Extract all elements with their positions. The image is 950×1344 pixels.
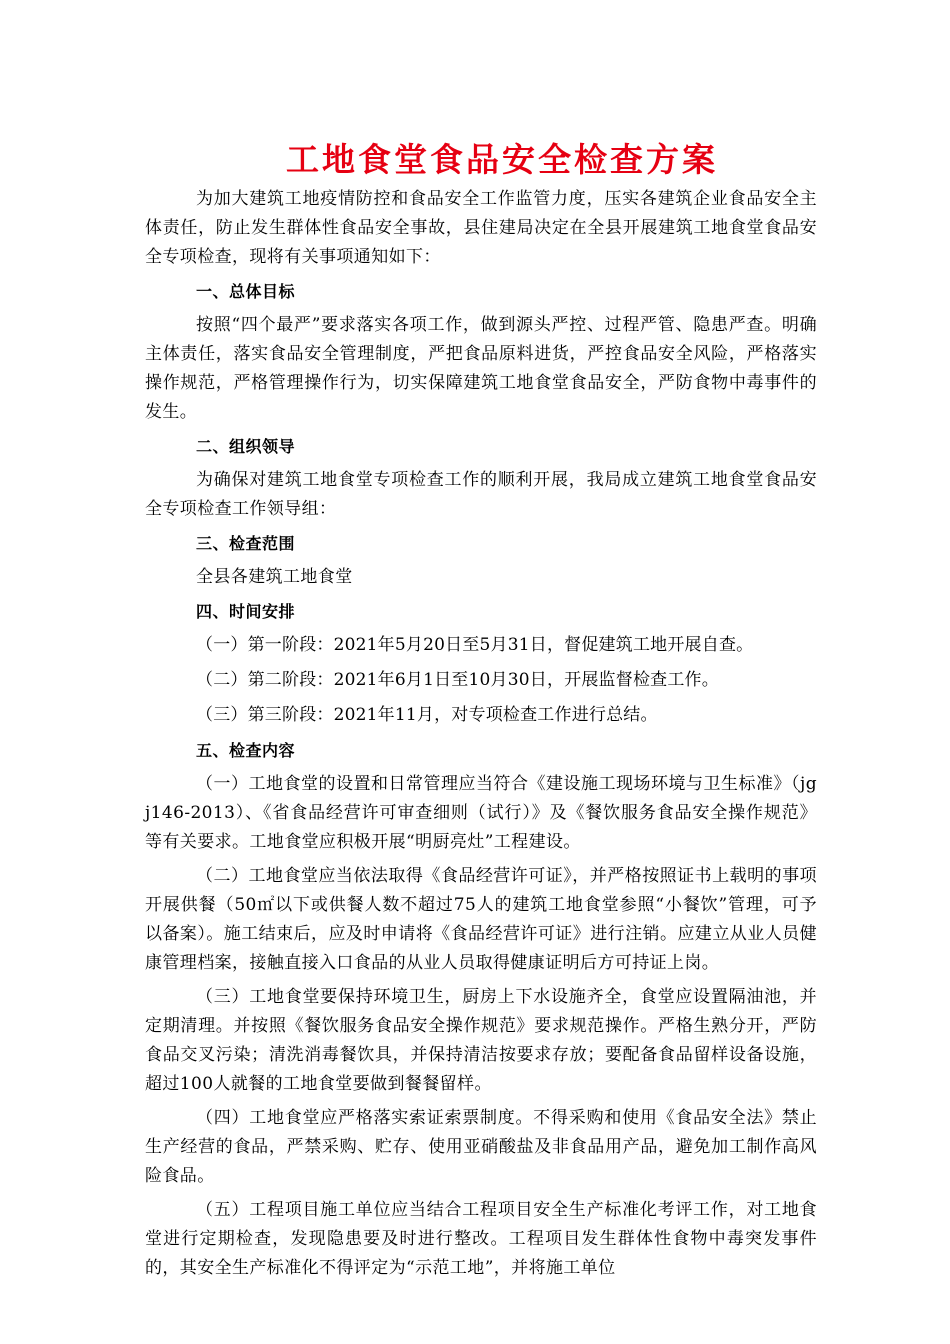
- content-item-3: （三）工地食堂要保持环境卫生，厨房上下水设施齐全，食堂应设置隔油池，并定期清理。并按照《餐饮服务食品安全操作规范》要求规范操作。严格生熟分开，严防食品交叉污染；清洗消毒餐饮具，并保持清洁按要求存放；要配备食品留样设备设施，超过100人就餐的工地食堂要做到餐餐留样。: [145, 987, 817, 1094]
- document-title: 工地食堂食品安全检查方案: [286, 140, 718, 179]
- content-item-4: （四）工地食堂应严格落实索证索票制度。不得采购和使用《食品安全法》禁止生产经营的食品，严禁采购、贮存、使用亚硝酸盐及非食品用产品，避免加工制作高风险食品。: [145, 1108, 817, 1186]
- goal-paragraph: 按照“四个最严”要求落实各项工作，做到源头严控、过程严管、隐患严查。明确主体责任，落实食品安全管理制度，严把食品原料进货，严控食品安全风险，严格落实操作规范，严格管理操作行为，切实保障建筑工地食堂食品安全，严防食物中毒事件的发生。: [145, 315, 817, 422]
- content-item-5: （五）工程项目施工单位应当结合工程项目安全生产标准化考评工作，对工地食堂进行定期检查，发现隐患要及时进行整改。工程项目发生群体性食物中毒突发事件的，其安全生产标准化不得评定为“示范工地”，并将施工单位: [145, 1200, 817, 1278]
- document-body: [145, 185, 817, 1288]
- section-heading-goal: 一、总体目标: [196, 282, 296, 301]
- schedule-stage-1: （一）第一阶段：2021年5月20日至5月31日，督促建筑工地开展自查。: [196, 635, 754, 655]
- section-heading-schedule: 四、时间安排: [196, 602, 296, 621]
- scope-paragraph: 全县各建筑工地食堂: [196, 567, 353, 587]
- leadership-paragraph: 为确保对建筑工地食堂专项检查工作的顺利开展，我局成立建筑工地食堂食品安全专项检查工作领导组：: [145, 470, 817, 519]
- schedule-stage-3: （三）第三阶段：2021年11月，对专项检查工作进行总结。: [196, 705, 658, 725]
- schedule-stage-2: （二）第二阶段：2021年6月1日至10月30日，开展监督检查工作。: [196, 670, 719, 690]
- intro-paragraph: 为加大建筑工地疫情防控和食品安全工作监管力度，压实各建筑企业食品安全主体责任，防止发生群体性食品安全事故，县住建局决定在全县开展建筑工地食堂食品安全专项检查，现将有关事项通知如下：: [145, 189, 817, 267]
- section-heading-scope: 三、检查范围: [196, 534, 296, 553]
- content-item-1: （一）工地食堂的设置和日常管理应当符合《建设施工现场环境与卫生标准》（jgj146-2013）、《省食品经营许可审查细则（试行）》及《餐饮服务食品安全操作规范》等有关要求。工地食堂应积极开展“明厨亮灶”工程建设。: [145, 774, 817, 852]
- section-heading-content: 五、检查内容: [196, 741, 296, 760]
- content-item-2: （二）工地食堂应当依法取得《食品经营许可证》，并严格按照证书上载明的事项开展供餐（50㎡以下或供餐人数不超过75人的建筑工地食堂参照“小餐饮”管理，可予以备案）。施工结束后，应及时申请将《食品经营许可证》进行注销。应建立从业人员健康管理档案，接触直接入口食品的从业人员取得健康证明后方可持证上岗。: [145, 866, 817, 973]
- section-heading-leadership: 二、组织领导: [196, 437, 296, 456]
